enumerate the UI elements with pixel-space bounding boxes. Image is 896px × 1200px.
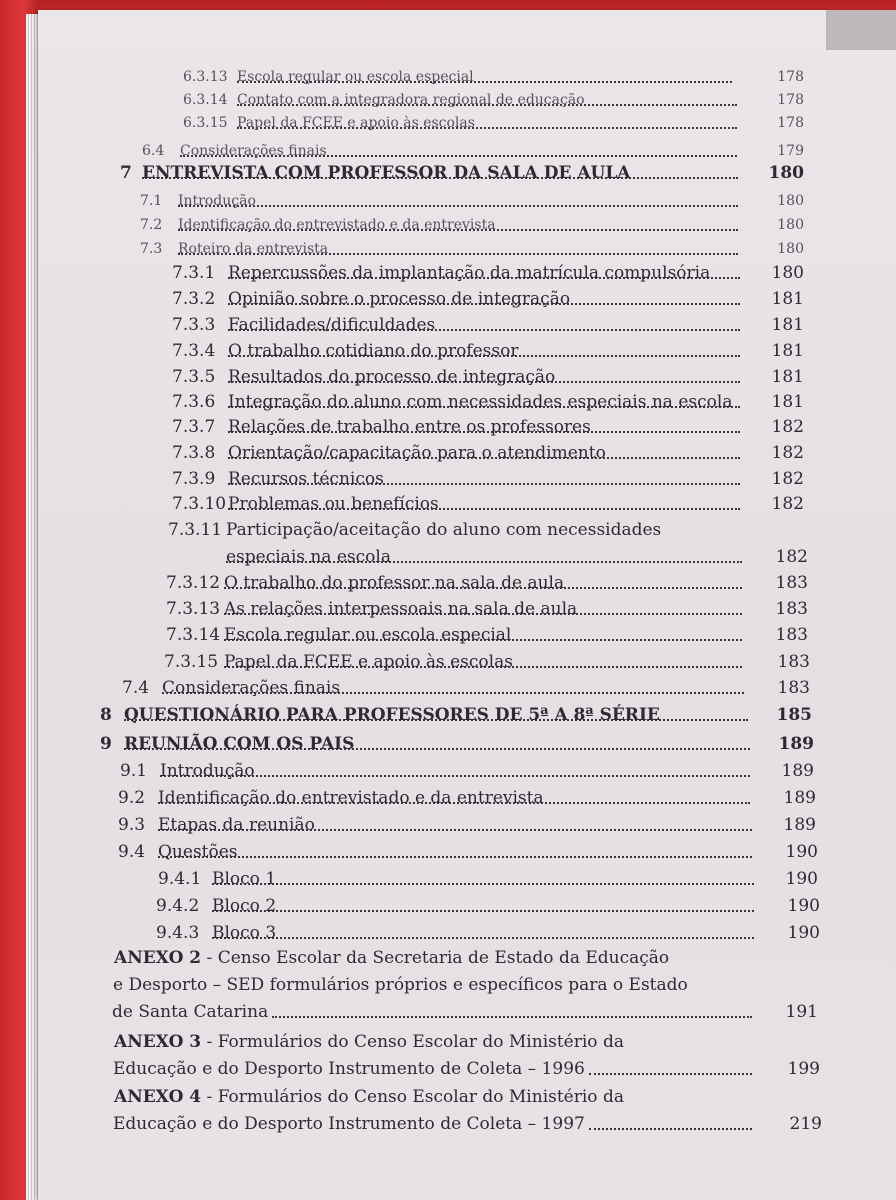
toc-entry-page: 182 bbox=[771, 443, 804, 463]
toc-entry-title: QUESTIONÁRIO PARA PROFESSORES DE 5ª A 8ª SÉRIE bbox=[124, 705, 660, 725]
toc-entry-title: especiais na escola bbox=[226, 547, 391, 567]
toc-entry-number: 9.3 bbox=[118, 815, 146, 835]
toc-entry-page: 190 bbox=[785, 842, 818, 862]
annex-text: Educação e do Desporto Instrumento de Coleta – 1996 bbox=[113, 1059, 585, 1079]
toc-entry-page: 180 bbox=[771, 263, 804, 283]
toc-entry-title: Repercussões da implantação da matrícula compulsória bbox=[228, 263, 711, 283]
toc-entry-number: 9.4.1 bbox=[158, 869, 202, 889]
toc-entry-number: 7.3.6 bbox=[172, 392, 216, 412]
toc-entry-page: 182 bbox=[771, 494, 804, 514]
toc-entry-title: REUNIÃO COM OS PAIS bbox=[124, 734, 355, 754]
annex-line bbox=[114, 947, 669, 969]
toc-entry-number: 6.3.14 bbox=[183, 92, 228, 108]
toc-entry-page: 189 bbox=[781, 761, 814, 781]
toc-entry-title: O trabalho do professor na sala de aula bbox=[224, 573, 565, 593]
toc-entry-title: Facilidades/dificuldades bbox=[228, 315, 436, 335]
toc-entry-page: 181 bbox=[771, 315, 804, 335]
toc-entry-page: 181 bbox=[771, 289, 804, 309]
toc-entry-number: 7.3.2 bbox=[172, 289, 216, 309]
annex-text: - Formulários do Censo Escolar do Ministério da bbox=[201, 1032, 624, 1052]
toc-entry-page: 189 bbox=[783, 815, 816, 835]
toc-entry-page: 189 bbox=[783, 788, 816, 808]
toc-entry-title: Relações de trabalho entre os professores bbox=[228, 417, 591, 437]
toc-entry-number: 7.3.14 bbox=[166, 625, 221, 645]
toc-entry-page: 182 bbox=[775, 547, 808, 567]
toc-entry-page: 182 bbox=[771, 417, 804, 437]
dot-leader bbox=[272, 1016, 752, 1018]
toc-entry-number: 7.3.8 bbox=[172, 443, 216, 463]
toc-entry-number: 9.4 bbox=[118, 842, 146, 862]
toc-entry-title: Bloco 2 bbox=[212, 896, 277, 916]
toc-entry-page: 190 bbox=[787, 923, 820, 943]
toc-entry-title: Introdução bbox=[160, 761, 255, 781]
toc-entry-page: 178 bbox=[777, 92, 804, 108]
toc-entry-number: 7.3.11 bbox=[168, 520, 223, 540]
toc-entry-number: 9.1 bbox=[120, 761, 148, 781]
toc-entry-title: Identificação do entrevistado e da entrevista bbox=[158, 788, 544, 808]
annex-line bbox=[112, 1001, 752, 1023]
toc-entry-number: 6.3.15 bbox=[183, 115, 228, 131]
toc-entry-number: 7.3.12 bbox=[166, 573, 221, 593]
toc-entry-number: 7.3.3 bbox=[172, 315, 216, 335]
toc-entry-page: 183 bbox=[777, 678, 810, 698]
toc-entry-page: 181 bbox=[771, 367, 804, 387]
annex-text: - Formulários do Censo Escolar do Ministério da bbox=[201, 1087, 624, 1107]
annex-label: ANEXO 4 bbox=[114, 1087, 202, 1107]
annex-line bbox=[114, 1086, 624, 1108]
toc-entry-number: 7.3.7 bbox=[172, 417, 216, 437]
toc-entry-title: Resultados do processo de integração bbox=[228, 367, 556, 387]
toc-entry-number: 7.4 bbox=[122, 678, 150, 698]
toc-entry-title: Bloco 1 bbox=[212, 869, 277, 889]
toc-entry-page: 183 bbox=[777, 652, 810, 672]
annex-page: 199 bbox=[787, 1059, 820, 1079]
toc-entry-page: 181 bbox=[771, 341, 804, 361]
toc-entry-title: O trabalho cotidiano do professor bbox=[228, 341, 519, 361]
toc-entry-page: 183 bbox=[775, 599, 808, 619]
toc-entry-title: Roteiro da entrevista bbox=[178, 241, 329, 257]
toc-entry-number: 7.3.5 bbox=[172, 367, 216, 387]
toc-entry-title: ENTREVISTA COM PROFESSOR DA SALA DE AULA bbox=[142, 163, 631, 183]
toc-entry-number: 9 bbox=[100, 734, 112, 754]
annex-text: de Santa Catarina bbox=[112, 1002, 269, 1022]
toc-entry-page: 180 bbox=[777, 241, 804, 257]
annex-label: ANEXO 2 bbox=[114, 948, 202, 968]
toc-entry-title: Identificação do entrevistado e da entrevista bbox=[178, 217, 496, 233]
toc-entry-title: Orientação/capacitação para o atendimento bbox=[228, 443, 606, 463]
toc-entry-number: 7.3 bbox=[140, 241, 163, 257]
annex-line bbox=[113, 1113, 752, 1135]
annex-line bbox=[113, 974, 688, 996]
toc-entry-number: 9.4.3 bbox=[156, 923, 200, 943]
toc-entry-title: Papel da FCEE e apoio às escolas bbox=[224, 652, 513, 672]
toc-entry-title: Escola regular ou escola especial bbox=[224, 625, 512, 645]
toc-entry-page: 181 bbox=[771, 392, 804, 412]
toc-entry-number: 7.3.4 bbox=[172, 341, 216, 361]
toc-entry-title: Problemas ou benefícios bbox=[228, 494, 439, 514]
toc-entry-number: 7.3.9 bbox=[172, 469, 216, 489]
toc-entry-title: Escola regular ou escola especial bbox=[237, 69, 474, 85]
toc-entry-number: 9.4.2 bbox=[156, 896, 200, 916]
toc-entry-page: 183 bbox=[775, 573, 808, 593]
toc-entry-title: Considerações finais bbox=[180, 143, 327, 159]
toc-entry-page: 178 bbox=[777, 69, 804, 85]
toc-entry-title: Questões bbox=[158, 842, 238, 862]
toc-entry-title: Etapas da reunião bbox=[158, 815, 315, 835]
toc-entry-number: 6.3.13 bbox=[183, 69, 228, 85]
toc-entry-page: 190 bbox=[785, 869, 818, 889]
toc-entry-title: Considerações finais bbox=[162, 678, 341, 698]
toc-entry-number: 7.1 bbox=[140, 193, 163, 209]
toc-entry-number: 9.2 bbox=[118, 788, 146, 808]
toc-entry-title: Recursos técnicos bbox=[228, 469, 384, 489]
toc-entry-title: Introdução bbox=[178, 193, 256, 209]
annex-page: 191 bbox=[785, 1002, 818, 1022]
toc-entry-page: 179 bbox=[777, 143, 804, 159]
toc-entry-title: Contato com a integradora regional de educação bbox=[237, 92, 585, 108]
annex-text: Educação e do Desporto Instrumento de Coleta – 1997 bbox=[113, 1114, 585, 1134]
dot-leader bbox=[589, 1128, 752, 1130]
dot-leader bbox=[589, 1073, 752, 1075]
annex-label: ANEXO 3 bbox=[114, 1032, 202, 1052]
annex-line bbox=[114, 1031, 624, 1053]
annex-text: - Censo Escolar da Secretaria de Estado da Educação bbox=[201, 948, 670, 968]
toc-entry-number: 7.3.10 bbox=[172, 494, 227, 514]
toc-entry-title: Integração do aluno com necessidades especiais na escola bbox=[228, 392, 733, 412]
toc-entry-title: As relações interpessoais na sala de aula bbox=[224, 599, 578, 619]
toc-entry-number: 7 bbox=[120, 163, 132, 183]
toc-entry-number: 7.2 bbox=[140, 217, 163, 233]
toc-entry-title: Opinião sobre o processo de integração bbox=[228, 289, 571, 309]
toc-entry-number: 7.3.15 bbox=[164, 652, 219, 672]
toc-entry-title: Papel da FCEE e apoio às escolas bbox=[237, 115, 475, 131]
annex-line bbox=[113, 1058, 752, 1080]
toc-entry-title: Participação/aceitação do aluno com necessidades bbox=[226, 520, 662, 540]
toc-entry-page: 178 bbox=[777, 115, 804, 131]
toc-entry-page: 185 bbox=[776, 705, 812, 725]
toc-entry-number: 7.3.1 bbox=[172, 263, 216, 283]
toc-entry-page: 180 bbox=[777, 193, 804, 209]
toc-entry-number: 6.4 bbox=[142, 143, 165, 159]
annex-page: 219 bbox=[789, 1114, 822, 1134]
toc-entry-page: 189 bbox=[778, 734, 814, 754]
toc-entry-number: 7.3.13 bbox=[166, 599, 221, 619]
toc-entry-page: 180 bbox=[777, 217, 804, 233]
toc-entry-title: Bloco 3 bbox=[212, 923, 277, 943]
toc-entry-page: 182 bbox=[771, 469, 804, 489]
toc-entry-page: 183 bbox=[775, 625, 808, 645]
annex-text: e Desporto – SED formulários próprios e específicos para o Estado bbox=[113, 975, 688, 995]
toc-entry-page: 190 bbox=[787, 896, 820, 916]
toc-entry-page: 180 bbox=[768, 163, 804, 183]
toc-entry-number: 8 bbox=[100, 705, 112, 725]
